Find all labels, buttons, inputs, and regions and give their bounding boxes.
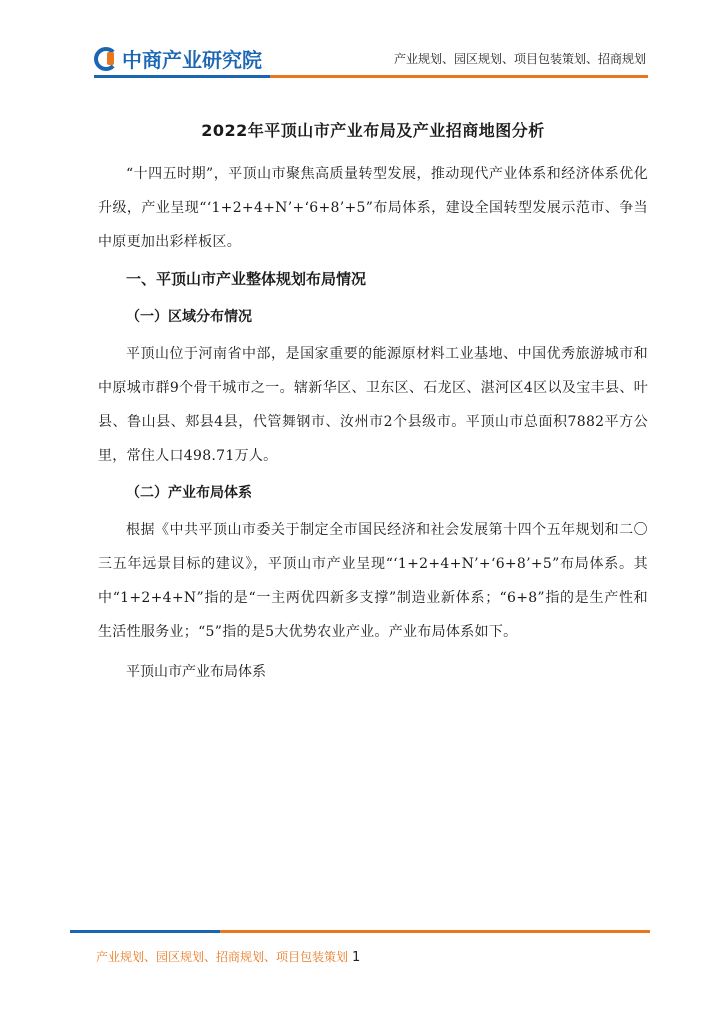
industry-paragraph: 根据《中共平顶山市委关于制定全市国民经济和社会发展第十四个五年规划和二〇三五年远景目标的建议》，平顶山市产业呈现“‘1+2+4+N’+‘6+8’+5”布局体系。其中“1+2+4+N”指的是“一主两优四新多支撑”制造业新体系；“6+8”指的是生产性和生活性服务业；“5”指的是5大优势农业产业。产业布局体系如下。 (98, 522, 648, 640)
intro-paragraph: “十四五时期”，平顶山市聚焦高质量转型发展，推动现代产业体系和经济体系优化升级，产业呈现“‘1+2+4+N’+‘6+8’+5”布局体系，建设全国转型发展示范市、争当中原更加出彩样板区。 (98, 166, 648, 250)
figure-caption: 平顶山市产业布局体系 (126, 664, 266, 680)
page-footer (0, 930, 724, 990)
footer-text (96, 948, 360, 965)
document-title: 2022年平顶山市产业布局及产业招商地图分析 (201, 121, 545, 140)
footer-divider-blue (70, 930, 220, 933)
region-paragraph: 平顶山位于河南省中部，是国家重要的能源原材料工业基地、中国优秀旅游城市和中原城市群9个骨干城市之一。辖新华区、卫东区、石龙区、湛河区4区以及宝丰县、叶县、鲁山县、郏县4县，代管舞钢市、汝州市2个县级市。平顶山市总面积7882平方公里，常住人口498.71万人。 (98, 346, 648, 464)
section-heading: 一、平顶山市产业整体规划布局情况 (126, 270, 367, 288)
footer-tagline: 产业规划、园区规划、招商规划、项目包装策划 (96, 950, 349, 964)
subsection-heading-region: （一）区域分布情况 (126, 309, 252, 325)
page-header (0, 0, 724, 90)
document-body (98, 118, 648, 689)
header-divider-orange (270, 75, 648, 78)
subsection-heading-industry: （二）产业布局体系 (126, 485, 252, 501)
footer-divider-orange (220, 930, 650, 933)
header-divider-blue (94, 75, 270, 78)
logo-icon (94, 47, 118, 71)
page-number: 1 (352, 950, 361, 965)
logo-text: 中商产业研究院 (122, 48, 262, 72)
company-logo (94, 44, 262, 73)
header-tagline: 产业规划、园区规划、项目包装策划、招商规划 (393, 52, 646, 66)
